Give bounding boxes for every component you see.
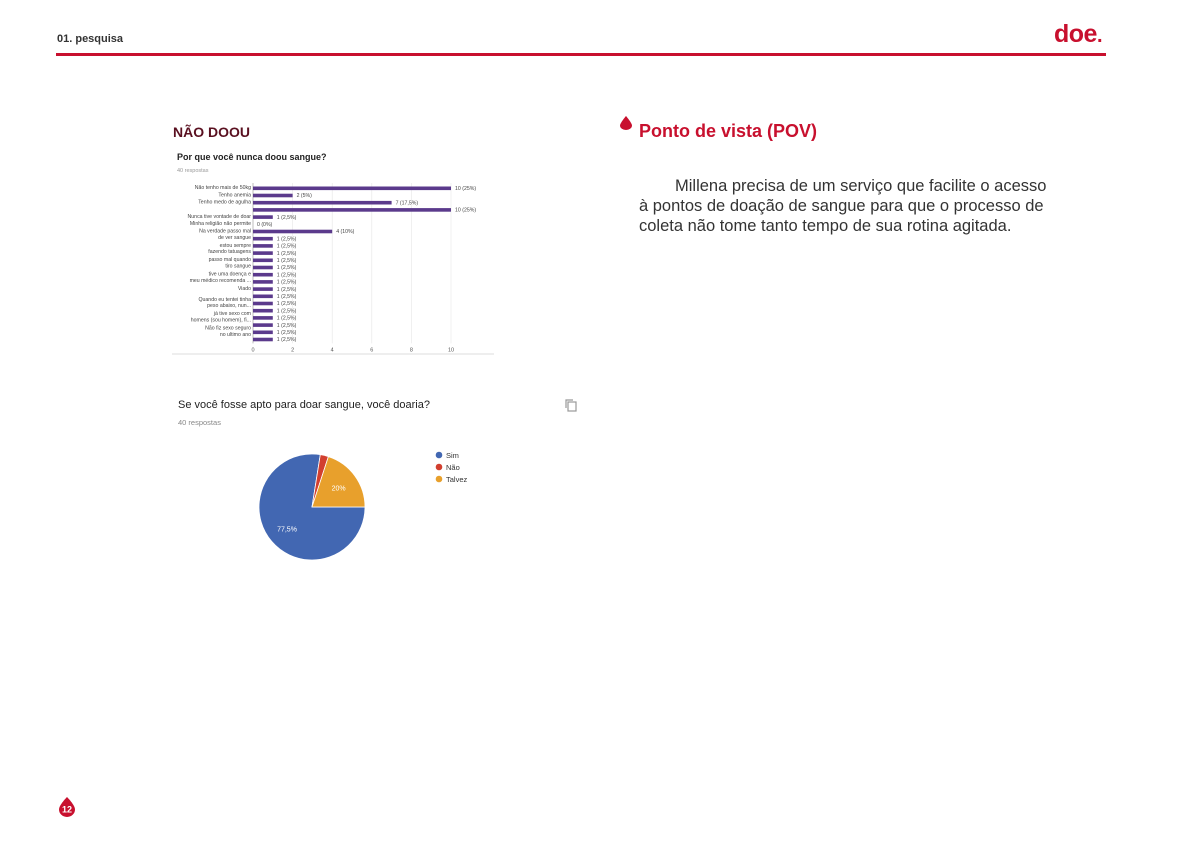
bar-category-label bbox=[190, 221, 251, 227]
bar-chart-panel bbox=[172, 146, 494, 356]
bar-chart-title: Por que você nunca doou sangue? bbox=[177, 152, 327, 162]
pie-slice-label: 20% bbox=[331, 485, 346, 493]
bar-value-label: 7 (17,5%) bbox=[395, 200, 419, 207]
pie-chart-subtitle: 40 respostas bbox=[178, 418, 221, 427]
bar bbox=[253, 295, 273, 299]
legend-swatch bbox=[436, 464, 443, 471]
bar bbox=[253, 259, 273, 263]
bar-category-label bbox=[199, 297, 252, 309]
bar-xtick-label: 8 bbox=[409, 347, 413, 354]
legend-label: Talvez bbox=[446, 474, 468, 484]
logo bbox=[1054, 20, 1102, 49]
bar-value-label: 1 (2,5%) bbox=[276, 250, 297, 257]
bar-value-label: 1 (2,5%) bbox=[276, 286, 297, 293]
pov-text: Millena precisa de um serviço que facilite o acesso à pontos de doação de sangue para que o processo de coleta não tome tanto tempo de sua rotina agitada. bbox=[639, 177, 1047, 235]
bar-category-label bbox=[218, 192, 251, 198]
bar-value-label: 1 (2,5%) bbox=[276, 315, 297, 322]
bar-value-label: 1 (2,5%) bbox=[276, 294, 297, 300]
bar-category-line: Tenho medo de agulha bbox=[198, 199, 251, 206]
bar bbox=[253, 266, 273, 270]
legend-label: Não bbox=[446, 462, 460, 472]
bar-category-label bbox=[190, 272, 252, 284]
bar-category-line: no ultimo ano bbox=[219, 332, 251, 338]
header-rule bbox=[56, 53, 1106, 56]
copy-icon[interactable] bbox=[564, 398, 578, 412]
bar-category-line: fazendo tatuagens bbox=[208, 249, 251, 256]
bar-category-label bbox=[191, 311, 251, 323]
bar bbox=[253, 230, 332, 234]
bar-xtick-label: 6 bbox=[370, 347, 374, 354]
bar bbox=[253, 280, 273, 284]
bar bbox=[253, 287, 273, 291]
bar-value-label: 0 (0%) bbox=[257, 222, 273, 228]
bar bbox=[253, 244, 273, 248]
bar-value-label: 1 (2,5%) bbox=[276, 301, 297, 308]
bar bbox=[253, 201, 392, 205]
bar-category-line: Não fiz sexo seguro bbox=[205, 325, 251, 332]
bar-category-line: Na verdade passo mal bbox=[199, 228, 251, 235]
bar bbox=[253, 187, 451, 191]
bar-value-label: 1 (2,5%) bbox=[276, 243, 297, 250]
bar bbox=[253, 273, 273, 277]
bar-category-line: Nunca tive vontade de doar bbox=[187, 214, 251, 220]
bar-category-label bbox=[209, 257, 252, 269]
bar-category-line: já tive sexo com bbox=[213, 311, 251, 318]
bar-category-label bbox=[199, 228, 251, 240]
bar-value-label: 1 (2,5%) bbox=[276, 258, 297, 264]
pie-slice-label: 77,5% bbox=[277, 526, 297, 534]
section-label: 01. pesquisa bbox=[57, 33, 124, 45]
bar-category-label bbox=[198, 200, 251, 206]
bar-value-label: 1 (2,5%) bbox=[276, 236, 297, 243]
bar-chart-subtitle: 40 respostas bbox=[177, 168, 209, 174]
bar bbox=[253, 323, 273, 327]
bar-category-line: estou sempre bbox=[219, 242, 251, 249]
bar-xtick-label: 2 bbox=[291, 347, 295, 354]
bar bbox=[253, 316, 273, 320]
bar-category-line: Quando eu tentei tinha bbox=[198, 296, 251, 303]
bar-category-label bbox=[238, 286, 251, 292]
bar bbox=[253, 331, 273, 335]
bar-value-label: 2 (5%) bbox=[296, 193, 312, 200]
bar-value-label: 1 (2,5%) bbox=[276, 265, 297, 272]
blood-drop-icon bbox=[620, 116, 632, 130]
bar bbox=[253, 194, 293, 198]
left-title: NÃO DOOU bbox=[173, 124, 250, 140]
bar-value-label: 1 (2,5%) bbox=[276, 330, 297, 336]
legend-swatch bbox=[436, 452, 443, 459]
bar-value-label: 1 (2,5%) bbox=[276, 322, 297, 329]
bar-category-line: tive uma doença e bbox=[208, 271, 251, 278]
bar-xtick-label: 0 bbox=[251, 347, 255, 354]
pie-chart-title: Se você fosse apto para doar sangue, você doaria? bbox=[178, 399, 430, 411]
pov-title: Ponto de vista (POV) bbox=[639, 121, 818, 141]
logo-text: doe bbox=[1054, 20, 1097, 48]
bar-category-line: meu médico recomenda ... bbox=[189, 278, 251, 284]
bar-category-line: Tenho anemia bbox=[218, 192, 251, 199]
bar bbox=[253, 208, 451, 212]
bar-category-line: Não tenho mais de 50kg bbox=[194, 185, 251, 192]
bar bbox=[253, 302, 273, 306]
bar-value-label: 4 (10%) bbox=[336, 229, 355, 236]
bar-value-label: 1 (2,5%) bbox=[276, 279, 297, 286]
bar-category-line: tiro sangue bbox=[225, 263, 251, 270]
bar-value-label: 10 (25%) bbox=[455, 207, 477, 214]
pie-chart bbox=[172, 392, 582, 592]
bar-category-line: homens (sou homem), fi... bbox=[190, 317, 251, 324]
logo-dot: . bbox=[1096, 25, 1103, 47]
bar-category-line: Viado bbox=[237, 286, 251, 292]
bar-chart bbox=[172, 146, 494, 356]
bar-category-label bbox=[188, 214, 252, 220]
bar bbox=[253, 338, 273, 342]
bar-xtick-label: 4 bbox=[330, 347, 334, 354]
bar-category-label bbox=[195, 185, 251, 191]
bar-category-line: passo mal quando bbox=[208, 257, 251, 264]
bar-category-label bbox=[205, 326, 251, 338]
page-badge bbox=[57, 797, 77, 817]
bar-value-label: 1 (2,5%) bbox=[276, 337, 297, 344]
legend-label: Sim bbox=[446, 450, 459, 460]
bar-category-label bbox=[208, 243, 251, 255]
bar-value-label: 1 (2,5%) bbox=[276, 308, 297, 315]
bar-category-line: de ver sangue bbox=[218, 234, 251, 241]
bar bbox=[253, 309, 273, 313]
bar bbox=[253, 215, 273, 219]
legend-swatch bbox=[436, 476, 443, 483]
bar-xtick-label: 10 bbox=[447, 347, 455, 354]
bar bbox=[253, 251, 273, 255]
bar-value-label: 1 (2,5%) bbox=[276, 272, 297, 279]
bar-category-line: peso abaixo, nun... bbox=[207, 303, 251, 310]
bar-category-line: Minha religião não permite bbox=[189, 221, 251, 228]
bar bbox=[253, 237, 273, 241]
pie-chart-panel bbox=[172, 392, 582, 592]
bar-value-label: 1 (2,5%) bbox=[276, 214, 297, 221]
bar-value-label: 10 (25%) bbox=[455, 186, 477, 192]
page-number: 12 bbox=[61, 804, 73, 815]
